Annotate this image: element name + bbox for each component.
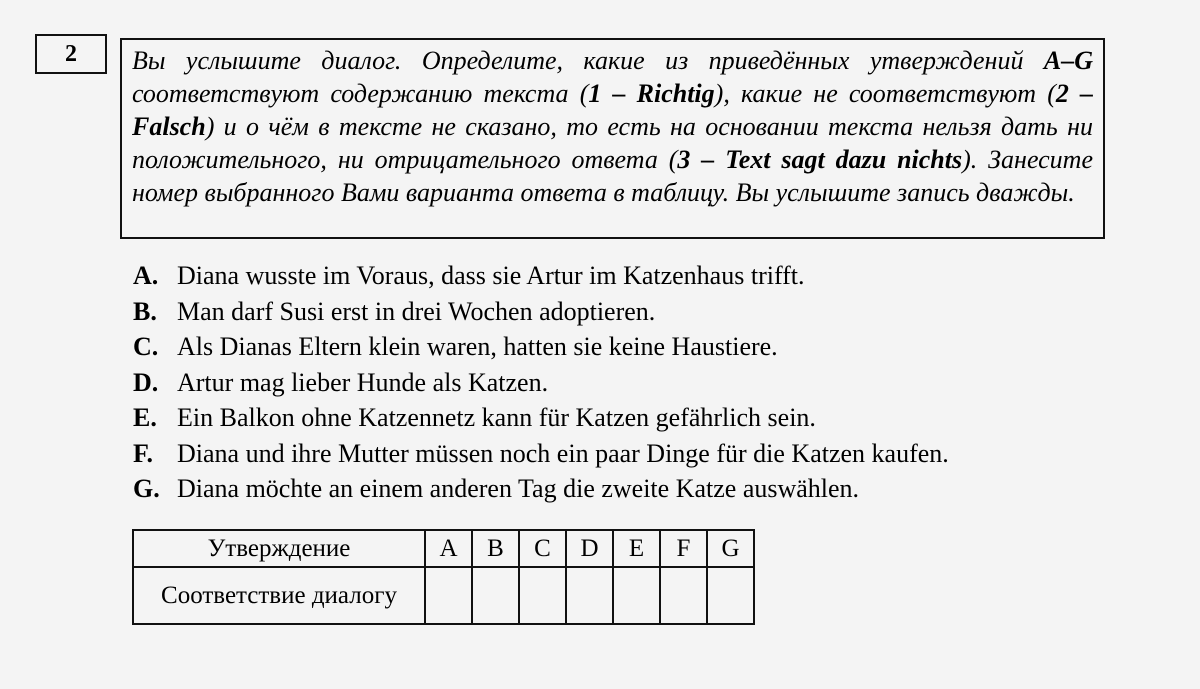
statement-text: Diana und ihre Mutter müssen noch ein paar Dinge für die Katzen kaufen. — [177, 438, 949, 468]
statement-letter: A. — [133, 261, 159, 290]
instruction-text-5: ). Занесите номер выбранного Вами варианта ответа в таблицу. Вы услышите запись дважды. — [132, 145, 1093, 207]
statement-text: Ein Balkon ohne Katzennetz kann für Katzen gefährlich sein. — [177, 403, 816, 432]
correspondence-label-cell: Соответствие диалогу — [133, 567, 425, 624]
column-letter-g: G — [707, 530, 754, 567]
statement-item — [133, 329, 1173, 365]
statement-item — [133, 436, 1173, 472]
instruction-text-1: Вы услышите диалог. Определите, какие из приведённых утверждений — [132, 46, 1044, 75]
column-letter-e: E — [613, 530, 660, 567]
answer-cell-g[interactable] — [707, 567, 754, 624]
statement-text: Als Dianas Eltern klein waren, hatten sie keine Haustiere. — [177, 332, 778, 361]
column-letter-d: D — [566, 530, 613, 567]
statement-letter: C. — [133, 332, 159, 361]
column-letter-c: C — [519, 530, 566, 567]
instruction-text-2: соответствуют содержанию текста ( — [132, 79, 589, 108]
answer-cell-d[interactable] — [566, 567, 613, 624]
statement-letter: D. — [133, 367, 159, 397]
column-letter-f: F — [660, 530, 707, 567]
statement-letter: G. — [133, 474, 160, 503]
statement-text: Diana wusste im Voraus, dass sie Artur im Katzenhaus trifft. — [177, 261, 805, 290]
answer-cell-a[interactable] — [425, 567, 472, 624]
answer-table-header-row — [133, 530, 754, 567]
statement-item — [133, 365, 1173, 401]
statement-item — [133, 294, 1173, 330]
statement-text: Man darf Susi erst in drei Wochen adoptieren. — [177, 296, 656, 326]
answer-cell-c[interactable] — [519, 567, 566, 624]
column-letter-b: B — [472, 530, 519, 567]
statement-list — [133, 258, 1173, 507]
instruction-bold-nichts: 3 – Text sagt dazu nichts — [677, 145, 963, 174]
instruction-text-3: ), какие не соответствуют ( — [714, 79, 1056, 108]
instruction-text-4: ) и о чём в тексте не сказано, то есть на основании текста нельзя дать ни положительного, ни отрицательного ответа ( — [132, 112, 1093, 174]
statement-text: Diana möchte an einem anderen Tag die zweite Katze auswählen. — [177, 474, 860, 503]
statement-letter: F. — [133, 438, 153, 468]
statement-header-cell: Утверждение — [133, 530, 425, 567]
statement-item — [133, 258, 1173, 294]
statement-item — [133, 400, 1173, 436]
statement-item — [133, 471, 1173, 507]
statement-letter: E. — [133, 403, 157, 432]
answer-cell-f[interactable] — [660, 567, 707, 624]
answer-table-answer-row — [133, 567, 754, 624]
answer-cell-e[interactable] — [613, 567, 660, 624]
column-letter-a: A — [425, 530, 472, 567]
instruction-box — [120, 38, 1105, 239]
answer-table — [132, 529, 755, 625]
instruction-bold-richtig: 1 – Richtig — [588, 79, 715, 108]
statement-text: Artur mag lieber Hunde als Katzen. — [177, 367, 549, 397]
instruction-bold-range: A–G — [1043, 46, 1093, 75]
instruction-bold-falsch: 2 – Falsch — [132, 79, 1093, 141]
statement-letter: B. — [133, 296, 157, 326]
task-number: 2 — [35, 34, 107, 74]
answer-cell-b[interactable] — [472, 567, 519, 624]
